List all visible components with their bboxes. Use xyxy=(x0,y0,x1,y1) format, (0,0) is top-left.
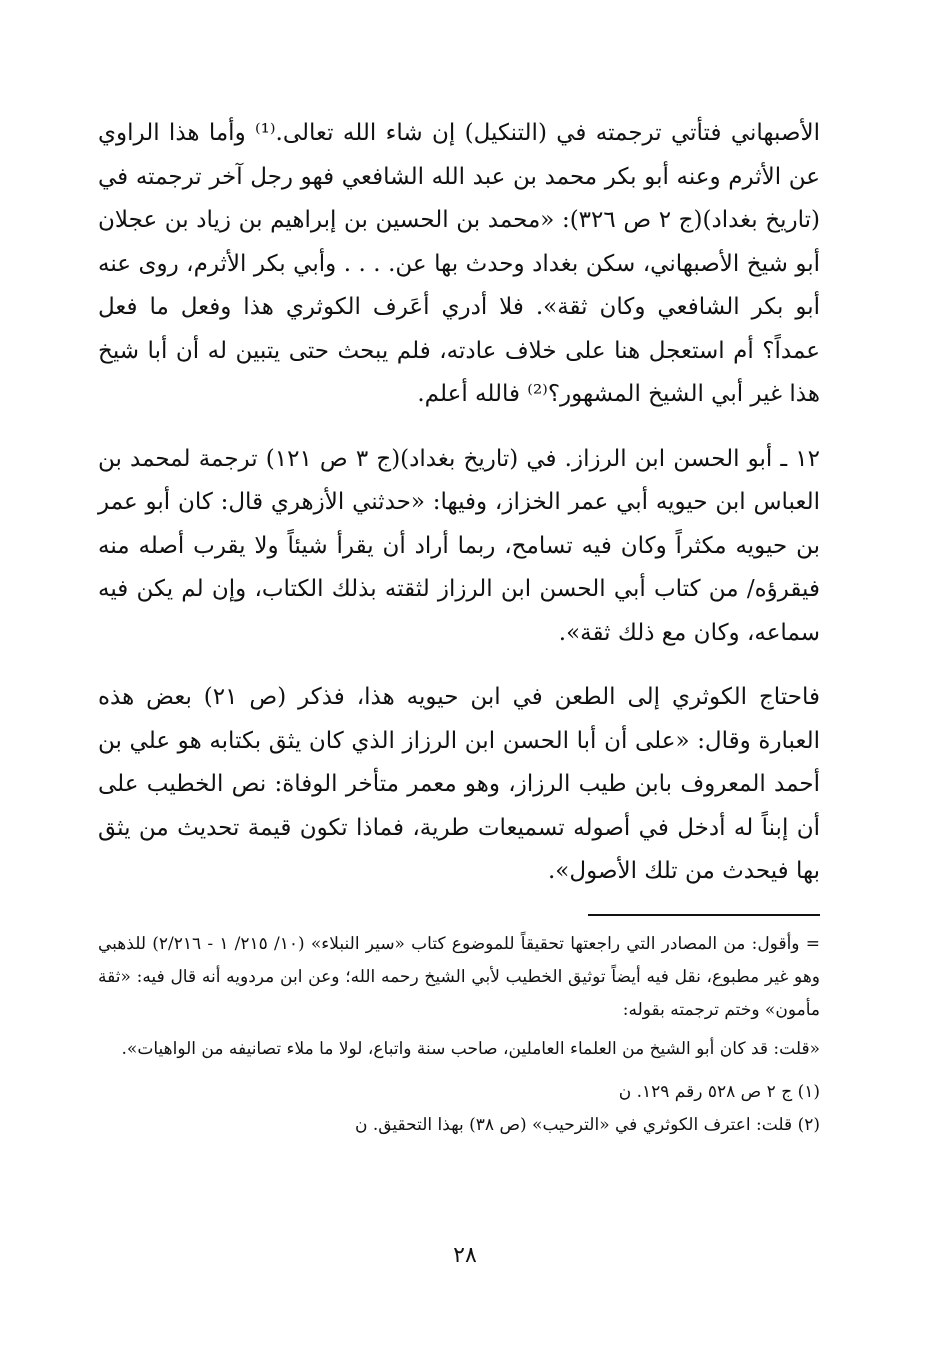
page-body xyxy=(98,112,820,1142)
footnote-1: (١) ج ٢ ص ٥٢٨ رقم ١٢٩. ن xyxy=(618,1081,820,1102)
footnote-separator xyxy=(588,914,820,916)
paragraph-3: فاحتاج الكوثري إلى الطعن في ابن حيويه هذا، فذكر (ص ٢١) بعض هذه العبارة وقال: «على أن أبا الحسن ابن الرزاز الذي كان يثق بكتابه هو علي بن أحمد المعروف بابن طيب الرزاز، وهو معمر متأخر الوفاة: نص الخطيب على أن إبناً له أدخل في أصوله تسميعات طرية، فماذا تكون قيمة تحديث من يثق بها فيحدث من تلك الأصول». xyxy=(98,684,820,884)
page-number: ٢٨ xyxy=(453,1243,477,1268)
footnote-quote: «قلت: قد كان أبو الشيخ من العلماء العاملين، صاحب سنة واتباع، لولا ما ملاء تصانيفه من الواهيات». xyxy=(121,1038,820,1059)
footnote-continued: = وأقول: من المصادر التي راجعتها تحقيقاً للموضوع كتاب «سير النبلاء» (١٠/ ٢١٥/ ١ - ٢/٢١٦) للذهبي وهو غير مطبوع، نقل فيه أيضاً توثيق الخطيب لأبي الشيخ رحمه الله؛ وعن ابن مردويه أنه قال فيه: «ثقة مأمون» وختم ترجمته بقوله: xyxy=(98,933,820,1020)
paragraph-1: الأصبهاني فتأتي ترجمته في (التنكيل) إن شاء الله تعالى.⁽¹⁾ وأما هذا الراوي عن الأثرم وعنه أبو بكر محمد بن عبد الله الشافعي فهو رجل آخر ترجمته في (تاريخ بغداد)(ج ٢ ص ٣٢٦): «محمد بن الحسين بن إبراهيم بن زياد بن عجلان أبو شيخ الأصبهاني، سكن بغداد وحدث بها عن. . . . وأبي بكر الأثرم، روى عنه أبو بكر الشافعي وكان ثقة». فلا أدري أعَرف الكوثري هذا وفعل ما فعل عمداً؟ أم استعجل هنا على خلاف عادته، فلم يبحث حتى يتبين له أن أبا شيخ هذا غير أبي الشيخ المشهور؟⁽²⁾ فالله أعلم. xyxy=(98,120,820,407)
footnote-2: (٢) قلت: اعترف الكوثري في «الترحيب» (ص ٣٨) بهذا التحقيق. ن xyxy=(354,1114,820,1135)
paragraph-2: ١٢ ـ أبو الحسن ابن الرزاز. في (تاريخ بغداد)(ج ٣ ص ١٢١) ترجمة لمحمد بن العباس ابن حيويه أبي عمر الخزاز، وفيها: «حدثني الأزهري قال: كان أبو عمر بن حيويه مكثراً وكان فيه تسامح، ربما أراد أن يقرأ شيئاً ولا يقرب أصله منه فيقرؤه/ من كتاب أبي الحسن ابن الرزاز لثقته بذلك الكتاب، وإن لم يكن فيه سماعه، وكان مع ذلك ثقة». xyxy=(98,445,820,646)
